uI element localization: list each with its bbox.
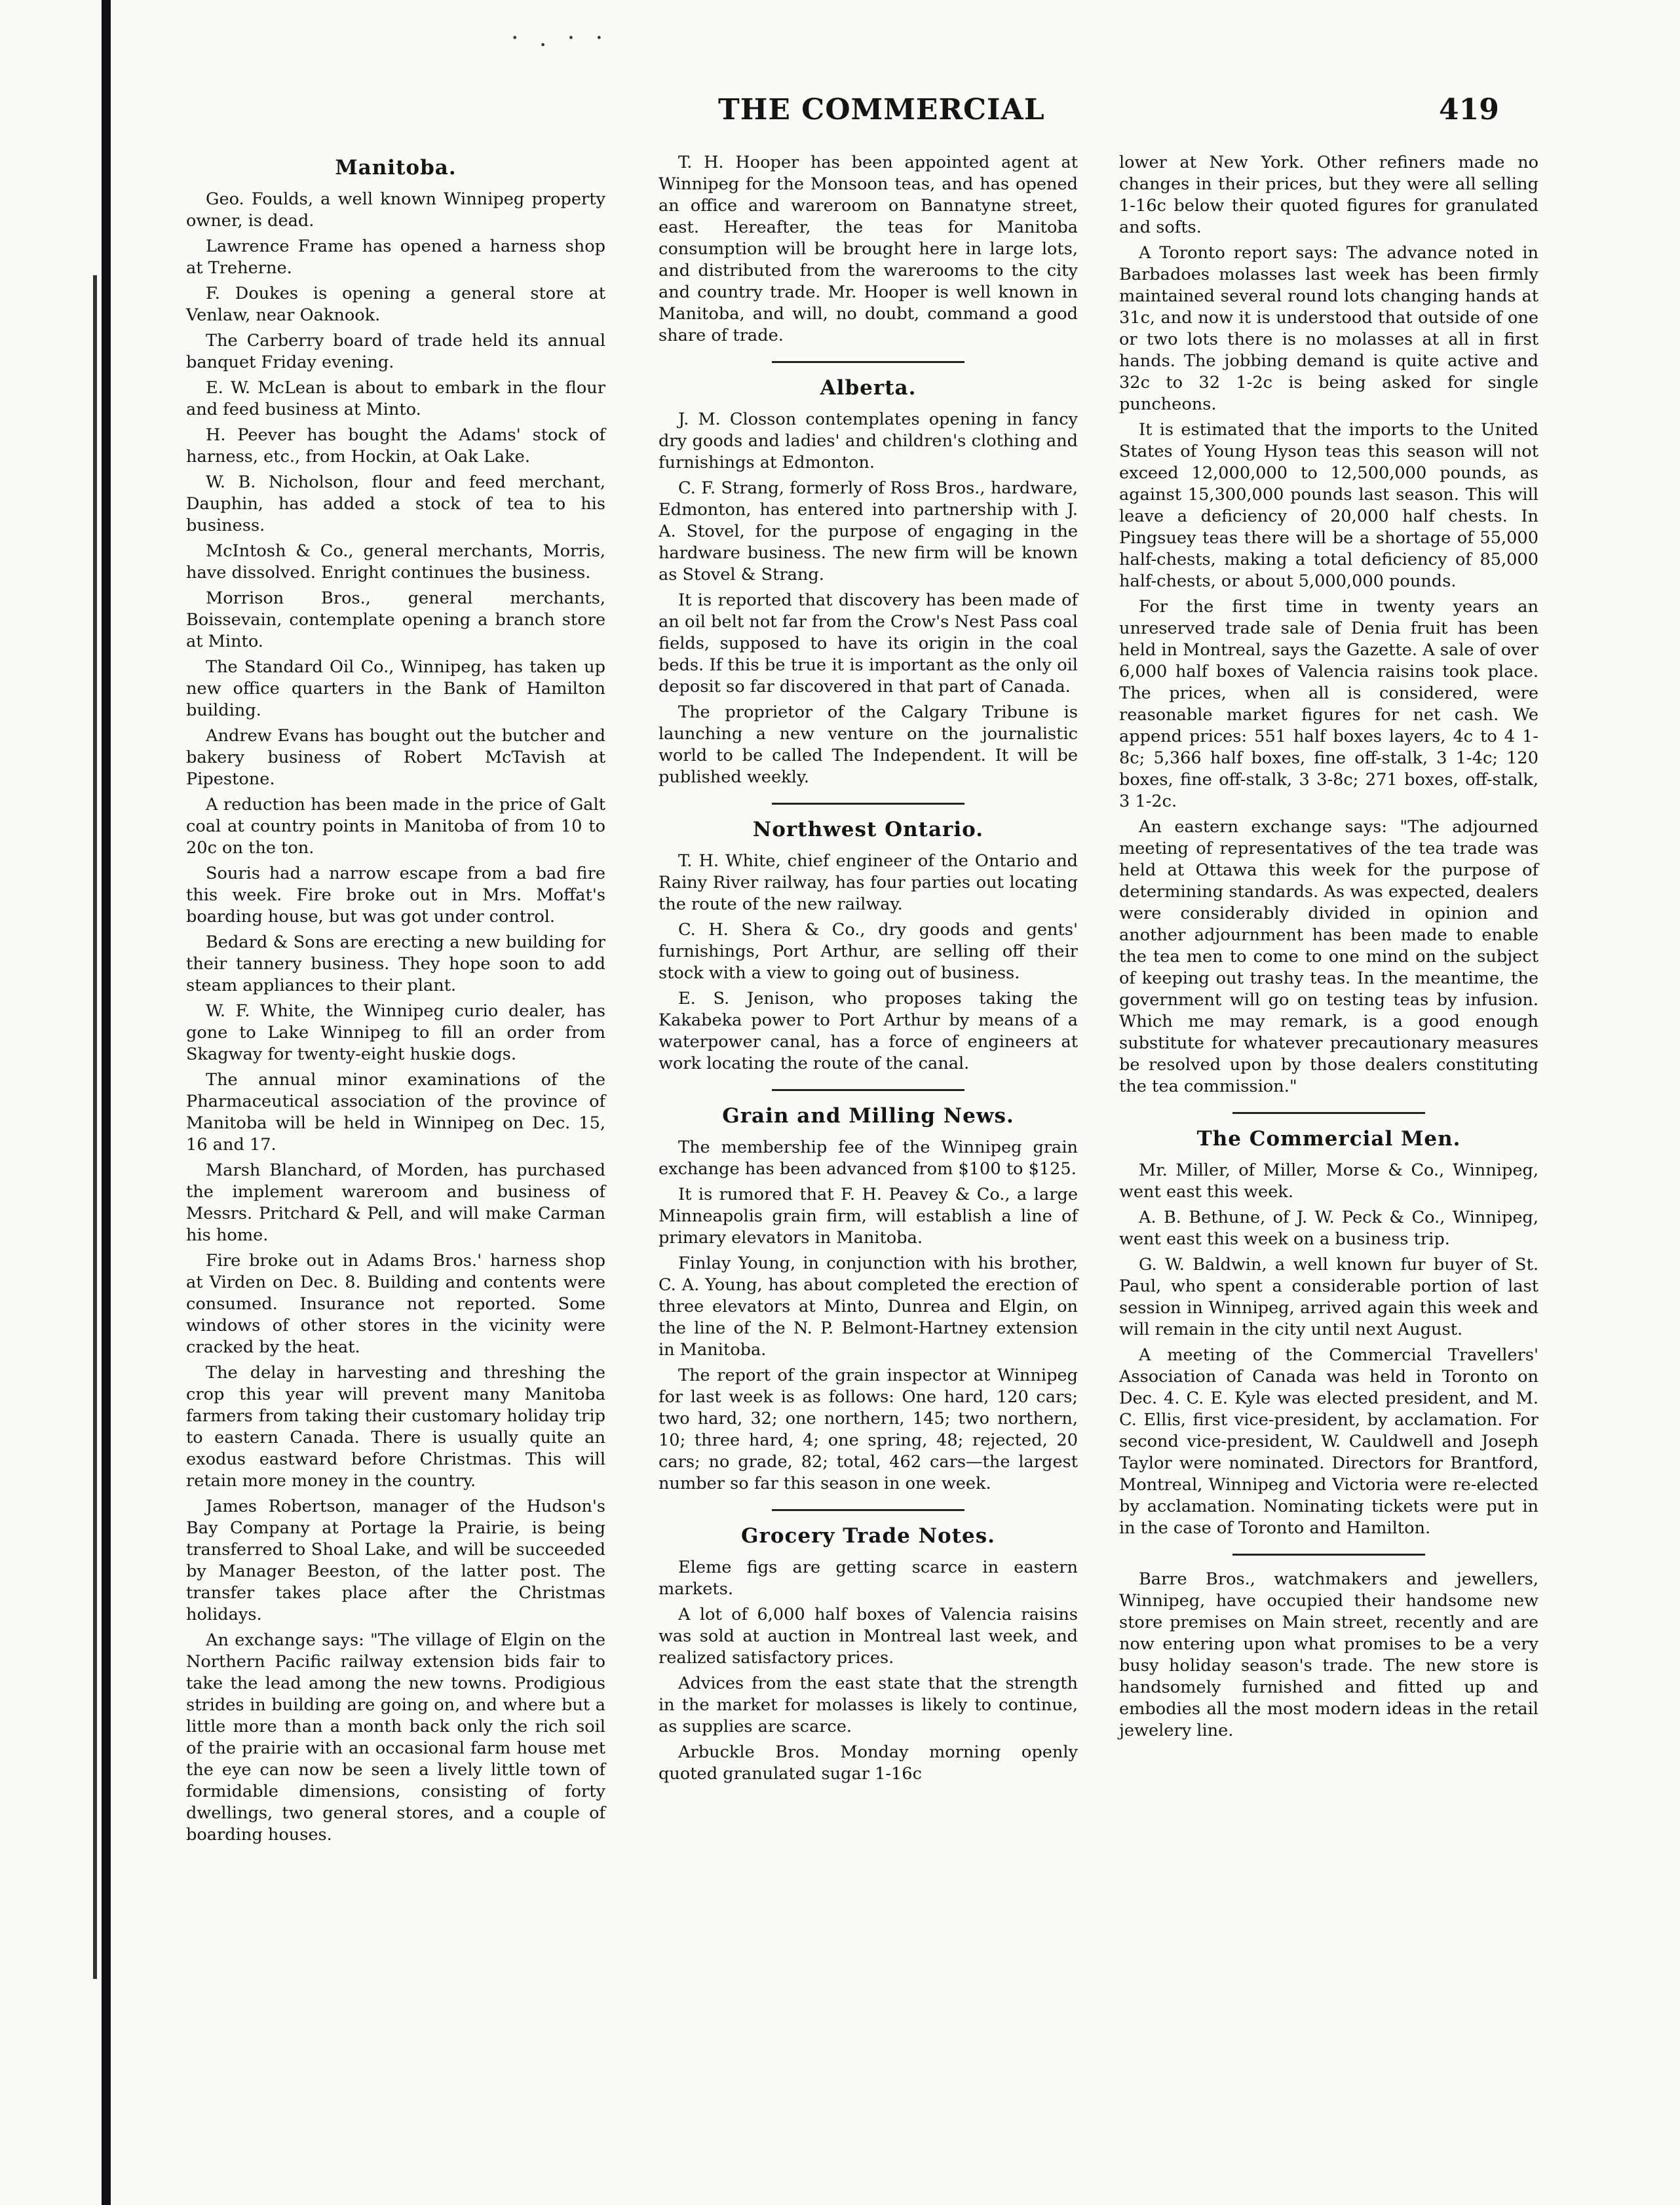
page-number: 419 [1439, 93, 1499, 126]
section-heading-northwest-ontario: Northwest Ontario. [752, 818, 984, 841]
section-divider [772, 1509, 964, 1511]
paragraph: C. F. Strang, formerly of Ross Bros., hardware, Edmonton, has entered into partnership with J. A. Stovel, for the purpose of engaging in the hardware business. The new firm will be known as Stovel & Strang. [659, 478, 1078, 585]
section-divider [772, 1089, 964, 1091]
paragraph: Barre Bros., watchmakers and jewellers, Winnipeg, have occupied their handsome new store premises on Main street, recently and are now entering upon what promises to be a very busy holiday season's trade. The new store is handsomely furnished and fitted up and embodies all the most modern ideas in the retail jewelery line. [1119, 1569, 1538, 1740]
paragraph: Eleme figs are getting scarce in eastern markets. [659, 1558, 1078, 1599]
paragraph: James Robertson, manager of the Hudson's Bay Company at Portage la Prairie, is being transferred to Shoal Lake, and will be succeeded by Manager Beeston, of the latter post. The transfer takes place after the Christmas holidays. [186, 1497, 605, 1624]
paragraph: A. B. Bethune, of J. W. Peck & Co., Winnipeg, went east this week on a business trip. [1119, 1208, 1538, 1249]
paragraph: The delay in harvesting and threshing the crop this year will prevent many Manitoba farmers from taking their customary holiday trip to eastern Canada. There is usually quite an exodus eastward before Christmas. This will retain more money in the country. [186, 1363, 605, 1491]
paragraph: T. H. White, chief engineer of the Ontario and Rainy River railway, has four parties out locating the route of the new railway. [659, 851, 1078, 914]
section-divider [772, 361, 964, 363]
section-heading-manitoba: Manitoba. [335, 156, 457, 180]
section-heading-grain: Grain and Milling News. [722, 1104, 1014, 1128]
paragraph: A lot of 6,000 half boxes of Valencia raisins was sold at auction in Montreal last week, and realized satisfactory prices. [659, 1605, 1078, 1668]
scan-edge-shadow [93, 275, 97, 1979]
paragraph: It is reported that discovery has been made of an oil belt not far from the Crow's Nest Pass coal fields, supposed to have its origin in the coal beds. If this be true it is important as the only oil deposit so far discovered in that part of Canada. [659, 590, 1078, 697]
paragraph: W. F. White, the Winnipeg curio dealer, has gone to Lake Winnipeg to fill an order from Skagway for twenty-eight huskie dogs. [186, 1001, 605, 1064]
paragraph: Advices from the east state that the strength in the market for molasses is likely to continue, as supplies are scarce. [659, 1674, 1078, 1736]
paragraph: Lawrence Frame has opened a harness shop at Treherne. [186, 237, 605, 278]
paragraph: The report of the grain inspector at Winnipeg for last week is as follows: One hard, 120 cars; two hard, 32; one northern, 145; two northern, 10; three hard, 4; one spring, 48; rejected, 20 cars; no grade, 82; total, 462 cars—the largest number so far this season in one week. [659, 1366, 1078, 1493]
paragraph: An eastern exchange says: "The adjourned meeting of representatives of the tea trade was held at Ottawa this week for the purpose of determining standards. As was expected, dealers were considerably divided in opinion and another adjournment has been made to enable the tea men to come to one mind on the subject of keeping out trashy teas. In the meantime, the government will go on testing teas by infusion. Which me may remark, is a good enough substitute for whatever precautionary measures be resolved upon by those dealers constituting the tea commission." [1119, 817, 1538, 1096]
paragraph: An exchange says: "The village of Elgin on the Northern Pacific railway extension bids fair to take the lead among the new towns. Prodigious strides in building are going on, and where but a little more than a month back only the rich soil of the prairie with an occasional farm house met the eye can now be seen a lively little town of formidable dimensions, consisting of forty dwellings, two general stores, and a couple of boarding houses. [186, 1630, 605, 1845]
paragraph: McIntosh & Co., general merchants, Morris, have dissolved. Enright continues the business. [186, 541, 605, 583]
section-divider [1232, 1554, 1425, 1556]
paragraph: The Standard Oil Co., Winnipeg, has taken up new office quarters in the Bank of Hamilton building. [186, 657, 605, 720]
paragraph: W. B. Nicholson, flour and feed merchant, Dauphin, has added a stock of tea to his business. [186, 472, 605, 535]
paragraph: Arbuckle Bros. Monday morning openly quoted granulated sugar 1-16c [659, 1742, 1078, 1784]
section-heading-grocery: Grocery Trade Notes. [741, 1524, 995, 1548]
paragraph: Geo. Foulds, a well known Winnipeg property owner, is dead. [186, 189, 605, 231]
section-divider [772, 803, 964, 805]
scan-specks: · . · · [511, 25, 610, 52]
paragraph: C. H. Shera & Co., dry goods and gents' furnishings, Port Arthur, are selling off their stock with a view to going out of business. [659, 920, 1078, 983]
paragraph: Andrew Evans has bought out the butcher and bakery business of Robert McTavish at Pipestone. [186, 726, 605, 789]
paragraph: Marsh Blanchard, of Morden, has purchased the implement wareroom and business of Messrs. Pritchard & Pell, and will make Carman his home. [186, 1160, 605, 1245]
paragraph: F. Doukes is opening a general store at Venlaw, near Oaknook. [186, 284, 605, 325]
paragraph: A meeting of the Commercial Travellers' Association of Canada was held in Toronto on Dec. 4. C. E. Kyle was elected president, and M. C. Ellis, first vice-president, by acclamation. For second vice-president, W. Cauldwell and Joseph Taylor were nominated. Directors for Brantford, Montreal, Winnipeg and Victoria were re-elected by acclamation. Nominating tickets were put in in the case of Toronto and Hamilton. [1119, 1345, 1538, 1538]
paragraph: Mr. Miller, of Miller, Morse & Co., Winnipeg, went east this week. [1119, 1160, 1538, 1202]
page-title: THE COMMERCIAL [718, 93, 1045, 126]
paragraph: T. H. Hooper has been appointed agent at Winnipeg for the Monsoon teas, and has opened an office and wareroom on Bannatyne street, east. Hereafter, the teas for Manitoba consumption will be brought here in large lots, and distributed from the warerooms to the city and country trade. Mr. Hooper is well known in Manitoba, and will, no doubt, command a good share of trade. [659, 153, 1078, 345]
paragraph: A Toronto report says: The advance noted in Barbadoes molasses last week has been firmly maintained several round lots changing hands at 31c, and now it is understood that outside of one or two lots there is no molasses at all in first hands. The jobbing demand is quite active and 32c to 32 1-2c is being asked for single puncheons. [1119, 243, 1538, 414]
paragraph: E. S. Jenison, who proposes taking the Kakabeka power to Port Arthur by means of a waterpower canal, has a force of engineers at work locating the route of the canal. [659, 989, 1078, 1073]
paragraph: It is rumored that F. H. Peavey & Co., a large Minneapolis grain firm, will establish a line of primary elevators in Manitoba. [659, 1185, 1078, 1248]
section-heading-commercial-men: The Commercial Men. [1196, 1127, 1461, 1151]
column-2 [659, 152, 1078, 1789]
paragraph: lower at New York. Other refiners made no changes in their prices, but they were all selling 1-16c below their quoted figures for granulated and softs. [1119, 153, 1538, 237]
paragraph: A reduction has been made in the price of Galt coal at country points in Manitoba of from 10 to 20c on the ton. [186, 795, 605, 858]
paragraph: J. M. Closson contemplates opening in fancy dry goods and ladies' and children's clothing and furnishings at Edmonton. [659, 410, 1078, 472]
section-heading-alberta: Alberta. [820, 376, 917, 400]
paragraph: For the first time in twenty years an unreserved trade sale of Denia fruit has been held in Montreal, says the Gazette. A sale of over 6,000 half boxes of Valencia raisins took place. The prices, when all is considered, were reasonable market figures for net cash. We append prices: 551 half boxes layers, 4c to 4 1-8c; 5,366 half boxes, fine off-stalk, 3 1-4c; 120 boxes, fine off-stalk, 3 3-8c; 271 boxes, off-stalk, 3 1-2c. [1119, 597, 1538, 811]
section-divider [1232, 1112, 1425, 1114]
column-1 [186, 152, 605, 1850]
paragraph: It is estimated that the imports to the United States of Young Hyson teas this season will not exceed 12,000,000 to 12,500,000 pounds, as against 15,300,000 pounds last season. This will leave a deficiency of 20,000 half chests. In Pingsuey teas there will be a shortage of 55,000 half-chests, making a total deficiency of 85,000 half-chests, or about 5,000,000 pounds. [1119, 420, 1538, 591]
paragraph: Souris had a narrow escape from a bad fire this week. Fire broke out in Mrs. Moffat's boarding house, but was got under control. [186, 864, 605, 927]
scan-edge [102, 0, 111, 2205]
paragraph: The Carberry board of trade held its annual banquet Friday evening. [186, 331, 605, 372]
column-3 [1119, 152, 1538, 1746]
paragraph: The proprietor of the Calgary Tribune is launching a new venture on the journalistic world to be called The Independent. It will be published weekly. [659, 702, 1078, 787]
paragraph: Morrison Bros., general merchants, Boissevain, contemplate opening a branch store at Minto. [186, 588, 605, 651]
paragraph: Fire broke out in Adams Bros.' harness shop at Virden on Dec. 8. Building and contents were consumed. Insurance not reported. Some windows of other stores in the vicinity were cracked by the heat. [186, 1251, 605, 1357]
paragraph: Finlay Young, in conjunction with his brother, C. A. Young, has about completed the erection of three elevators at Minto, Dunrea and Elgin, on the line of the N. P. Belmont-Hartney extension in Manitoba. [659, 1254, 1078, 1360]
paragraph: E. W. McLean is about to embark in the flour and feed business at Minto. [186, 378, 605, 419]
paragraph: The membership fee of the Winnipeg grain exchange has been advanced from $100 to $125. [659, 1138, 1078, 1179]
paragraph: Bedard & Sons are erecting a new building for their tannery business. They hope soon to add steam appliances to their plant. [186, 932, 605, 995]
paragraph: G. W. Baldwin, a well known fur buyer of St. Paul, who spent a considerable portion of last session in Winnipeg, arrived again this week and will remain in the city until next August. [1119, 1255, 1538, 1339]
paragraph: The annual minor examinations of the Pharmaceutical association of the province of Manitoba will be held in Winnipeg on Dec. 15, 16 and 17. [186, 1070, 605, 1155]
paragraph: H. Peever has bought the Adams' stock of harness, etc., from Hockin, at Oak Lake. [186, 425, 605, 467]
